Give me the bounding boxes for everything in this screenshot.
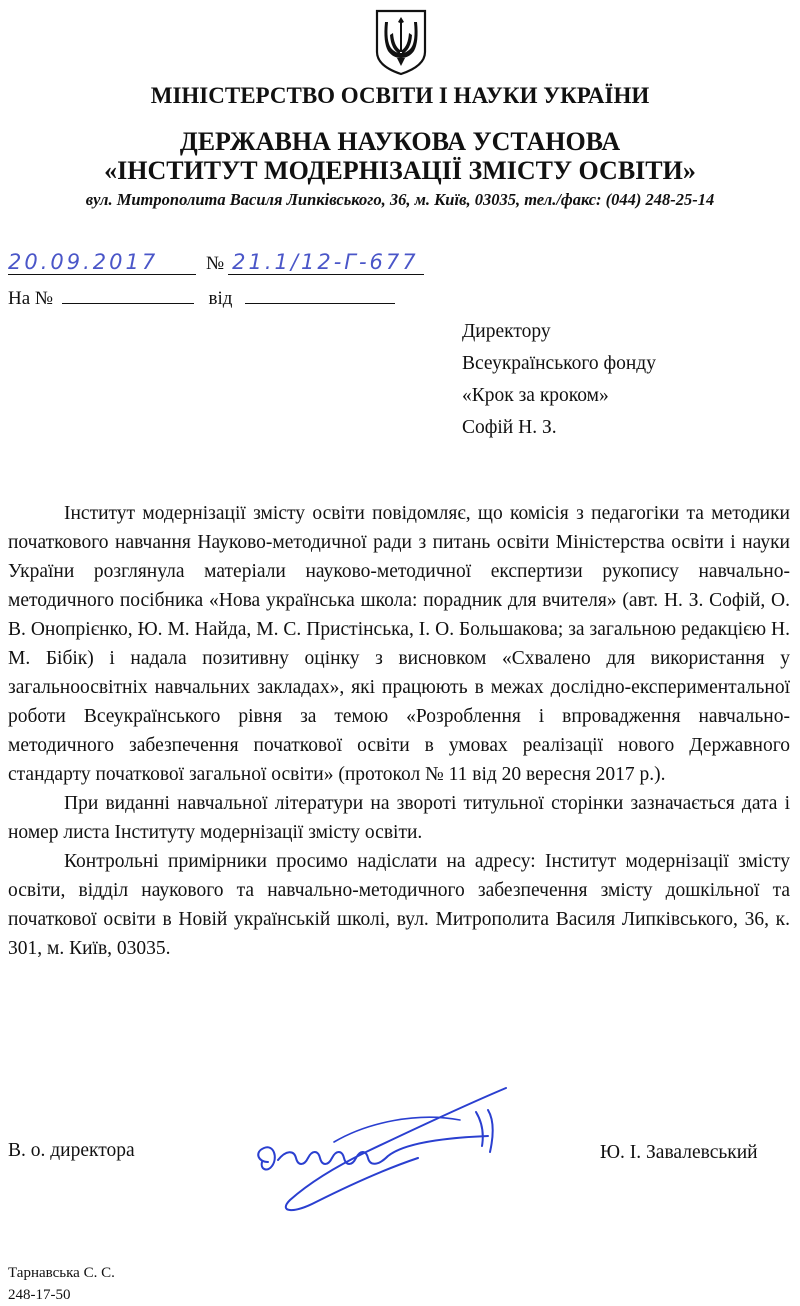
body-paragraph-2: При виданні навчальної літератури на звороті титульної сторінки зазначається дата і номер листа Інституту модернізації змісту освіти. [8,793,790,843]
institution-type: ДЕРЖАВНА НАУКОВА УСТАНОВА [179,127,621,156]
body-paragraph-1: Інститут модернізації змісту освіти повідомляє, що комісія з педагогіки та методики початкового навчання Науково-методичної ради з питань освіти Міністерства освіти і науки України розглянула матеріали науково-методичної експертизи рукопису навчально-методичного посібника «Нова українська школа: порадник для вчителя» (авт. Н. З. Софій, О. В. Онопрієнко, Ю. М. Найда, М. С. Пристінська, І. О. Большакова; за загальною редакцією Н. М. Бібік) і надала позитивну оцінку з висновком «Схвалено для використання у загальноосвітніх навчальних закладах», які працюють в межах дослідно-експериментальної роботи Всеукраїнського рівня за темою «Розроблення і впровадження навчально-методичного забезпечення початкової освіти в умовах реалізації нового Державного стандарту початкової загальної освіти» (протокол № 11 від 20 вересня 2017 р.). [8,503,790,785]
coat-of-arms-icon [374,8,428,76]
signatory-name: Ю. І. Завалевський [600,1142,758,1163]
signatory-role: В. о. директора [8,1140,135,1161]
addressee-block [462,316,656,444]
registration-line [8,250,428,280]
addressee-name: Софій Н. З. [462,417,557,438]
ref-number-blank [62,303,194,304]
ref-number-label: На № [8,288,54,309]
number-label: № [206,253,225,274]
letter-body [8,499,790,963]
executor-block [8,1262,115,1306]
institution-address [0,190,800,210]
ministry-name: МІНІСТЕРСТВО ОСВІТИ І НАУКИ УКРАЇНИ [150,83,650,108]
executor-phone: 248-17-50 [8,1287,71,1303]
addressee-position: Директору [462,321,551,342]
handwritten-number: 21.1/12-Г-677 [232,250,419,274]
addressee-foundation-name: «Крок за кроком» [462,385,609,406]
executor-name: Тарнавська С. С. [8,1265,115,1281]
reference-line [8,288,395,310]
institution-name: «ІНСТИТУТ МОДЕРНІЗАЦІЇ ЗМІСТУ ОСВІТИ» [104,156,696,185]
handwritten-date: 20.09.2017 [8,250,159,274]
address-text: вул. Митрополита Василя Липківського, 36, м. Київ, 03035, тел./факс: (044) 248-25-14 [85,190,715,209]
ref-from-label: від [208,288,233,309]
addressee-organization: Всеукраїнського фонду [462,353,656,374]
handwritten-signature [238,1082,528,1222]
ref-date-blank [245,303,395,304]
body-paragraph-3: Контрольні примірники просимо надіслати на адресу: Інститут модернізації змісту освіти, відділ наукового та навчально-методичного забезпечення змісту дошкільної та початкової освіти в Новій українській школі, вул. Митрополита Василя Липківського, 36, к. 301, м. Київ, 03035. [8,851,790,959]
